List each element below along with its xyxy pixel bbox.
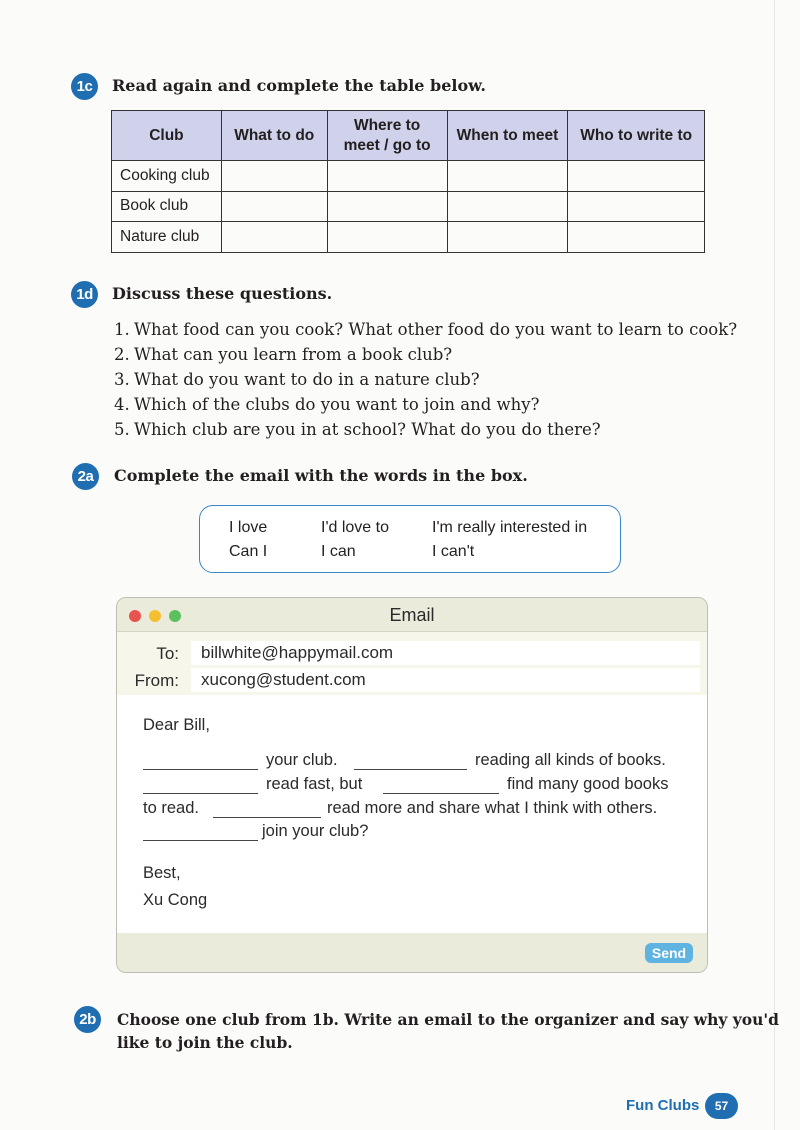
- blank-line[interactable]: [143, 840, 258, 841]
- table-header-cell: Club: [112, 111, 222, 161]
- from-label: From:: [134, 671, 179, 690]
- table-cell: Book club: [112, 191, 222, 222]
- section-1d-instruction: Discuss these questions.: [112, 284, 333, 303]
- table-cell[interactable]: [447, 222, 568, 253]
- section-badge-2a: 2a: [72, 463, 99, 490]
- table-header-text: Where to meet / go to: [343, 116, 431, 154]
- email-body[interactable]: [117, 695, 707, 933]
- word-box: [199, 505, 621, 573]
- table-row: [112, 222, 705, 253]
- table-cell[interactable]: [327, 222, 447, 253]
- email-closing: Best,: [143, 864, 181, 882]
- table-header-row: [112, 111, 705, 161]
- table-cell[interactable]: [327, 161, 447, 192]
- table-header-cell: [327, 111, 447, 161]
- word-option: I'd love to: [321, 519, 389, 536]
- to-field[interactable]: billwhite@happymail.com: [191, 641, 700, 665]
- footer-unit-label: Fun Clubs: [626, 1097, 700, 1114]
- send-button[interactable]: Send: [645, 943, 693, 963]
- word-option: I love: [229, 519, 268, 536]
- section-badge-1d: 1d: [71, 281, 98, 308]
- email-text: find many good books: [507, 775, 669, 793]
- section-2b-instruction-line2: like to join the club.: [117, 1033, 293, 1052]
- email-footer: [117, 933, 707, 973]
- table-row: [112, 161, 705, 192]
- email-text: reading all kinds of books.: [475, 751, 666, 769]
- list-item: [114, 392, 737, 417]
- blank-line[interactable]: [143, 793, 258, 794]
- email-text: your club.: [266, 751, 338, 769]
- question-text: Which of the clubs do you want to join and why?: [134, 395, 540, 414]
- table-cell[interactable]: [447, 191, 568, 222]
- table-cell[interactable]: [221, 161, 327, 192]
- table-header-cell: What to do: [221, 111, 327, 161]
- table-cell[interactable]: [447, 161, 568, 192]
- list-item: [114, 417, 737, 442]
- question-number: 2.: [114, 345, 130, 364]
- question-text: What food can you cook? What other food do you want to learn to cook?: [134, 320, 738, 339]
- word-option: I'm really interested in: [432, 519, 588, 536]
- section-badge-1c: 1c: [71, 73, 98, 100]
- section-2a-instruction: Complete the email with the words in the box.: [114, 466, 528, 485]
- list-item: [114, 317, 737, 342]
- section-1c-instruction: Read again and complete the table below.: [112, 76, 486, 95]
- question-text: Which club are you in at school? What do you do there?: [134, 420, 601, 439]
- table-cell[interactable]: [568, 191, 705, 222]
- question-number: 5.: [114, 420, 130, 439]
- table-header-cell: When to meet: [447, 111, 568, 161]
- table-cell[interactable]: [327, 191, 447, 222]
- blank-line[interactable]: [383, 793, 499, 794]
- word-option: I can: [321, 543, 356, 560]
- list-item: [114, 367, 737, 392]
- question-list: [114, 317, 737, 442]
- page-number: 57: [705, 1093, 738, 1119]
- section-badge-2b: 2b: [74, 1006, 101, 1033]
- section-2b-instruction-line1: Choose one club from 1b. Write an email to the organizer and say why you'd: [117, 1010, 779, 1029]
- club-table: [111, 110, 705, 253]
- email-text: to read.: [143, 799, 199, 817]
- table-cell[interactable]: [221, 222, 327, 253]
- email-signature: Xu Cong: [143, 891, 208, 909]
- table-cell: Cooking club: [112, 161, 222, 192]
- question-number: 3.: [114, 370, 130, 389]
- email-text: read more and share what I think with others.: [327, 799, 658, 817]
- word-option: Can I: [229, 543, 268, 560]
- table-cell: Nature club: [112, 222, 222, 253]
- email-greeting: Dear Bill,: [143, 716, 210, 734]
- blank-line[interactable]: [143, 769, 258, 770]
- to-label: To:: [156, 644, 179, 663]
- table-row: [112, 191, 705, 222]
- question-number: 4.: [114, 395, 130, 414]
- page-edge-rule: [774, 0, 775, 1130]
- question-text: What do you want to do in a nature club?: [134, 370, 480, 389]
- email-text: read fast, but: [266, 775, 363, 793]
- email-title: Email: [389, 605, 435, 625]
- list-item: [114, 342, 737, 367]
- email-window: [116, 597, 708, 973]
- email-titlebar: [117, 598, 707, 632]
- table-header-cell: Who to write to: [568, 111, 705, 161]
- question-text: What can you learn from a book club?: [134, 345, 453, 364]
- from-field[interactable]: xucong@student.com: [191, 668, 700, 692]
- blank-line[interactable]: [354, 769, 467, 770]
- email-text: join your club?: [262, 822, 369, 840]
- word-option: I can't: [432, 543, 475, 560]
- blank-line[interactable]: [213, 817, 321, 818]
- question-number: 1.: [114, 320, 130, 339]
- table-cell[interactable]: [568, 161, 705, 192]
- table-cell[interactable]: [568, 222, 705, 253]
- table-cell[interactable]: [221, 191, 327, 222]
